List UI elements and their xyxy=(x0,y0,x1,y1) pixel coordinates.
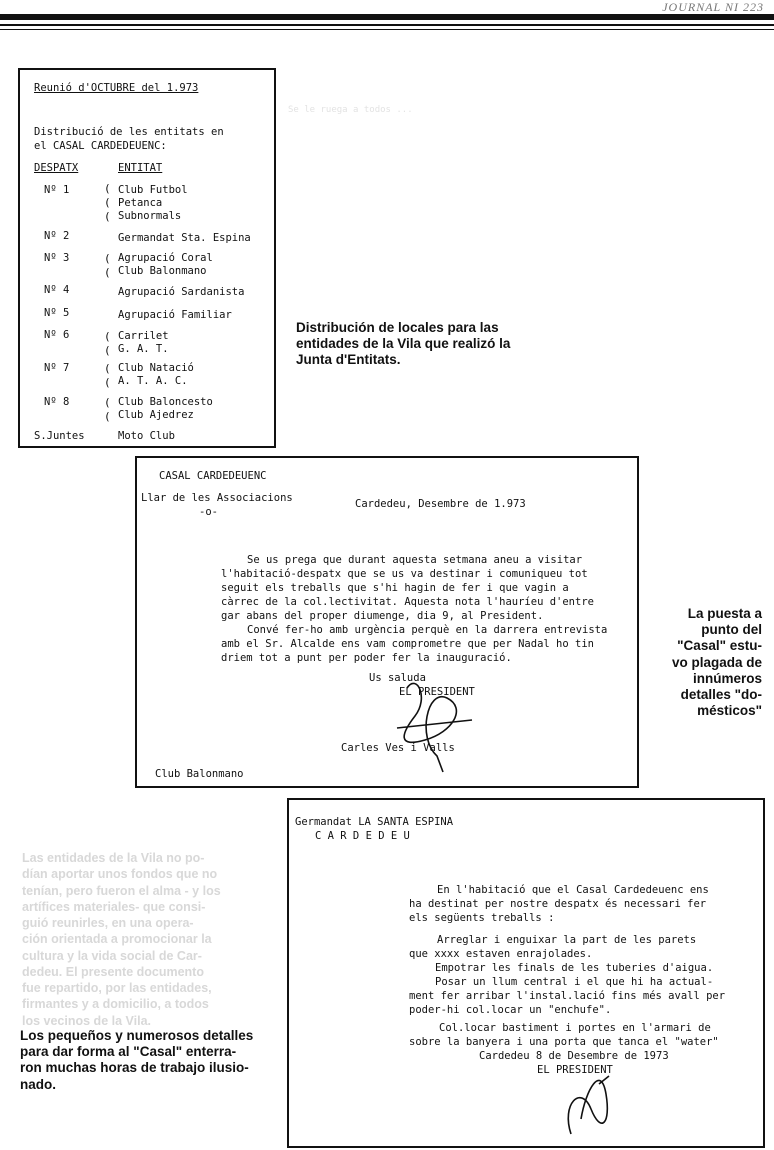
doc1-row-4-entity-1: Agrupació Sardanista xyxy=(118,286,245,298)
doc2-org-sub: Llar de les Associacions xyxy=(141,492,293,504)
doc2-date: Cardedeu, Desembre de 1.973 xyxy=(355,498,526,510)
brace-icon: ( ( xyxy=(104,396,111,423)
document-casal-letter xyxy=(135,456,639,788)
doc1-row-7-entity-2: A. T. A. C. xyxy=(118,375,188,387)
caption2-line-3: "Casal" estu- xyxy=(677,638,762,654)
doc2-role: EL PRESIDENT xyxy=(399,686,475,698)
doc1-row-9-entity-1: Moto Club xyxy=(118,430,175,442)
doc1-row-5-num: Nº 5 xyxy=(44,307,70,319)
doc2-body-line-6: Convé fer-ho amb urgència perquè en la darrera entrevista xyxy=(247,624,608,636)
doc3-role: EL PRESIDENT xyxy=(537,1064,613,1076)
doc1-row-1-entity-3: Subnormals xyxy=(118,210,182,222)
signature-scribble-icon xyxy=(377,668,497,778)
doc3-body-line-3: els següents treballs : xyxy=(409,912,555,924)
brace-icon: ( ( xyxy=(104,330,111,357)
caption3-line-3: ron muchas horas de trabajo ilusio- xyxy=(20,1060,249,1076)
doc3-body-line-11: sobre la banyera i una porta que tanca el "water" xyxy=(409,1036,719,1048)
doc3-city: C A R D E D E U xyxy=(315,830,410,842)
doc2-recipient: Club Balonmano xyxy=(155,768,244,780)
ghost-line: tenían, pero fueron el alma - y los xyxy=(22,883,221,898)
doc2-body-line-3: seguit els treballs que s'hi hagin de fer i que vagin a xyxy=(221,582,569,594)
ghost-line: fue repartido, por las entidades, xyxy=(22,981,212,995)
ghost-line: cultura y la vida social de Car- xyxy=(22,948,202,963)
caption-pequenos-detalles xyxy=(20,1028,280,1093)
ghost-line: artífices materiales- que consi- xyxy=(22,899,206,914)
doc1-col-entitat: ENTITAT xyxy=(118,162,163,174)
top-rule-thin xyxy=(0,24,774,26)
signature-scribble-icon xyxy=(551,1064,631,1144)
doc1-row-2-entity-1: Germandat Sta. Espina xyxy=(118,232,251,244)
doc1-row-9-num: S.Juntes xyxy=(34,430,85,442)
document-germandat-letter xyxy=(287,798,765,1148)
doc1-row-6-entity-1: Carrilet xyxy=(118,330,169,342)
caption1-line-3: Junta d'Entitats. xyxy=(296,352,401,368)
doc2-org: CASAL CARDEDEUENC xyxy=(159,470,267,482)
doc2-signer: Carles Ves i Valls xyxy=(341,742,455,754)
page-header: JOURNAL NI 223 xyxy=(662,0,764,14)
doc1-row-1-entity-2: Petanca xyxy=(118,197,163,209)
doc3-body-line-6: Empotrar les finals de les tuberies d'aigua. xyxy=(435,962,714,974)
doc1-col-despatx: DESPATX xyxy=(34,162,79,174)
doc3-body-line-2: ha destinat per nostre despatx és necessari fer xyxy=(409,898,707,910)
doc1-row-6-entity-2: G. A. T. xyxy=(118,343,169,355)
caption3-line-1: Los pequeños y numerosos detalles xyxy=(20,1028,254,1043)
doc3-body-line-7: Posar un llum central i el que hi ha actual- xyxy=(435,976,714,988)
doc1-row-2-num: Nº 2 xyxy=(44,230,70,242)
doc3-body-line-5: que xxxx estaven enrajolades. xyxy=(409,948,593,960)
caption2-line-1: La puesta a xyxy=(687,606,762,621)
doc1-title: Reunió d'OCTUBRE del 1.973 xyxy=(34,82,199,94)
ghost-line: los vecinos de la Vila. xyxy=(22,1013,151,1028)
doc1-row-6-num: Nº 6 xyxy=(44,329,70,341)
caption2-line-6: detalles "do- xyxy=(680,686,762,702)
brace-icon: ( ( xyxy=(104,362,111,389)
document-reunio-octubre xyxy=(18,68,276,448)
doc2-body-line-8: driem tot a punt per poder fer la inauguració. xyxy=(221,652,512,664)
ghost-line: dían aportar unos fondos que no xyxy=(22,867,218,882)
ghost-line: guió reunirles, en una opera- xyxy=(22,916,194,930)
caption2-line-5: innúmeros xyxy=(692,670,762,686)
doc2-body-line-2: l'habitació-despatx que se us va destinar i comuniqueu tot xyxy=(221,568,588,580)
doc3-org: Germandat LA SANTA ESPINA xyxy=(295,816,454,828)
caption3-line-2: para dar forma al "Casal" enterra- xyxy=(20,1044,237,1060)
doc3-date: Cardedeu 8 de Desembre de 1973 xyxy=(479,1050,669,1062)
ghost-line: firmantes y a domicilio, a todos xyxy=(22,997,209,1012)
doc1-row-3-num: Nº 3 xyxy=(44,252,70,264)
doc1-row-7-num: Nº 7 xyxy=(44,362,70,374)
doc2-closing: Us saluda xyxy=(369,672,426,684)
top-rule-thick xyxy=(0,14,774,20)
doc1-row-1-entity-1: Club Futbol xyxy=(118,184,188,196)
doc1-row-4-num: Nº 4 xyxy=(44,284,70,296)
brace-icon: ( ( ( xyxy=(104,182,111,223)
doc2-body-line-1: Se us prega que durant aquesta setmana aneu a visitar xyxy=(247,554,583,566)
ghost-line: ción orientada a promocionar la xyxy=(22,932,212,947)
doc3-body-line-4: Arreglar i enguixar la part de les parets xyxy=(437,934,697,946)
ghost-paragraph xyxy=(22,850,280,1029)
caption-puesta-a-punto xyxy=(658,606,762,719)
caption3-line-4: nado. xyxy=(20,1076,56,1092)
ghost-document-bleed: Se le ruega a todos ... xyxy=(288,104,413,115)
doc1-row-8-num: Nº 8 xyxy=(44,396,70,408)
doc3-body-line-9: poder-hi col.locar un "enchufe". xyxy=(409,1004,612,1016)
doc2-org-mark: -o- xyxy=(199,506,218,518)
caption1-line-2: entidades de la Vila que realizó la xyxy=(296,336,511,352)
doc1-row-7-entity-1: Club Natació xyxy=(118,362,194,374)
doc2-body-line-7: amb el Sr. Alcalde ens vam comprometre que per Nadal ho tin xyxy=(221,638,594,650)
caption-distribucion xyxy=(296,320,510,369)
doc1-row-3-entity-2: Club Balonmano xyxy=(118,265,207,277)
doc1-row-5-entity-1: Agrupació Familiar xyxy=(118,309,232,321)
doc1-row-8-entity-1: Club Baloncesto xyxy=(118,396,213,408)
doc3-body-line-10: Col.locar bastiment i portes en l'armari de xyxy=(439,1022,711,1034)
caption2-line-7: mésticos" xyxy=(697,703,762,719)
brace-icon: ( ( xyxy=(104,252,111,279)
doc1-row-8-entity-2: Club Ajedrez xyxy=(118,409,194,421)
ghost-line: dedeu. El presente documento xyxy=(22,964,204,979)
doc1-subtitle-1: Distribució de les entitats en xyxy=(34,126,224,138)
doc1-row-1-num: Nº 1 xyxy=(44,184,70,196)
caption2-line-2: punto del xyxy=(701,622,762,638)
caption1-line-1: Distribución de locales para las xyxy=(296,320,499,335)
doc3-body-line-1: En l'habitació que el Casal Cardedeuenc ens xyxy=(437,884,709,896)
doc2-body-line-4: càrrec de la col.lectivitat. Aquesta nota l'hauríeu d'entre xyxy=(221,596,594,608)
doc3-body-line-8: ment fer arribar l'instal.lació fins més avall per xyxy=(409,990,726,1002)
ghost-line: Las entidades de la Vila no po- xyxy=(22,851,205,865)
top-rule-thin-2 xyxy=(0,29,774,30)
doc1-row-3-entity-1: Agrupació Coral xyxy=(118,252,213,264)
doc1-subtitle-2: el CASAL CARDEDEUENC: xyxy=(34,140,167,152)
caption2-line-4: vo plagada de xyxy=(671,654,762,670)
doc2-body-line-5: gar abans del proper diumenge, dia 9, al President. xyxy=(221,610,544,622)
